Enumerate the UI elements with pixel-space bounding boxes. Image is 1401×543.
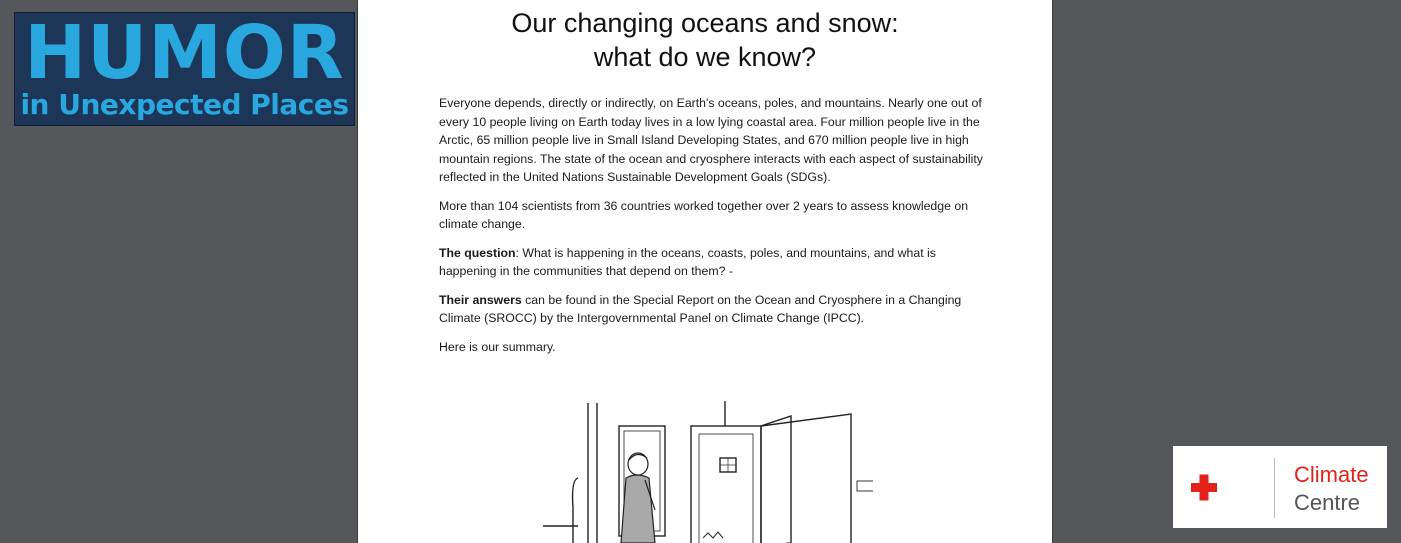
answers-paragraph [439,291,984,328]
cartoon-illustration [533,398,873,543]
document-title-line1: Our changing oceans and snow: [511,8,899,38]
summary-paragraph: Here is our summary. [439,339,556,354]
intro-paragraph: Everyone depends, directly or indirectly, on Earth's oceans, poles, and mountains. Nearly one out of every 10 people living on Earth today lives in a low lying coastal area. Four million people live in the Arctic, 65 million people live in Small Island Developing States, and 670 million people live in high mountain regions. The state of the ocean and cryosphere interacts with each aspect of sustainability reflected in the United Nations Sustainable Development Goals (SDGs). [439,96,983,184]
document-title-line2: what do we know? [593,42,817,72]
humor-logo-title: HUMOR [24,10,345,96]
answers-label: Their answers [439,292,522,307]
question-text: : What is happening in the oceans, coasts, poles, and mountains, and what is happening in the communities that depend on them? - [439,245,936,278]
logo-divider [1274,458,1275,518]
question-paragraph [439,244,984,281]
climate-centre-line2: Centre [1294,490,1361,515]
scientists-paragraph: More than 104 scientists from 36 countries worked together over 2 years to assess knowledge on climate change. [439,198,969,231]
answers-text: can be found in the Special Report on the Ocean and Cryosphere in a Changing Climate (SROCC) by the Intergovernmental Panel on Climate Change (IPCC). [439,292,962,325]
climate-centre-line1: Climate [1294,462,1369,487]
red-cross-red-crescent-icon [1173,446,1263,528]
humor-logo [14,12,355,126]
document-page [357,0,1053,543]
question-label: The question [439,245,516,260]
humor-logo-subtitle: in Unexpected Places [20,88,349,121]
document-title [358,6,1052,74]
climate-centre-logo [1173,446,1387,528]
document-body [439,94,984,366]
